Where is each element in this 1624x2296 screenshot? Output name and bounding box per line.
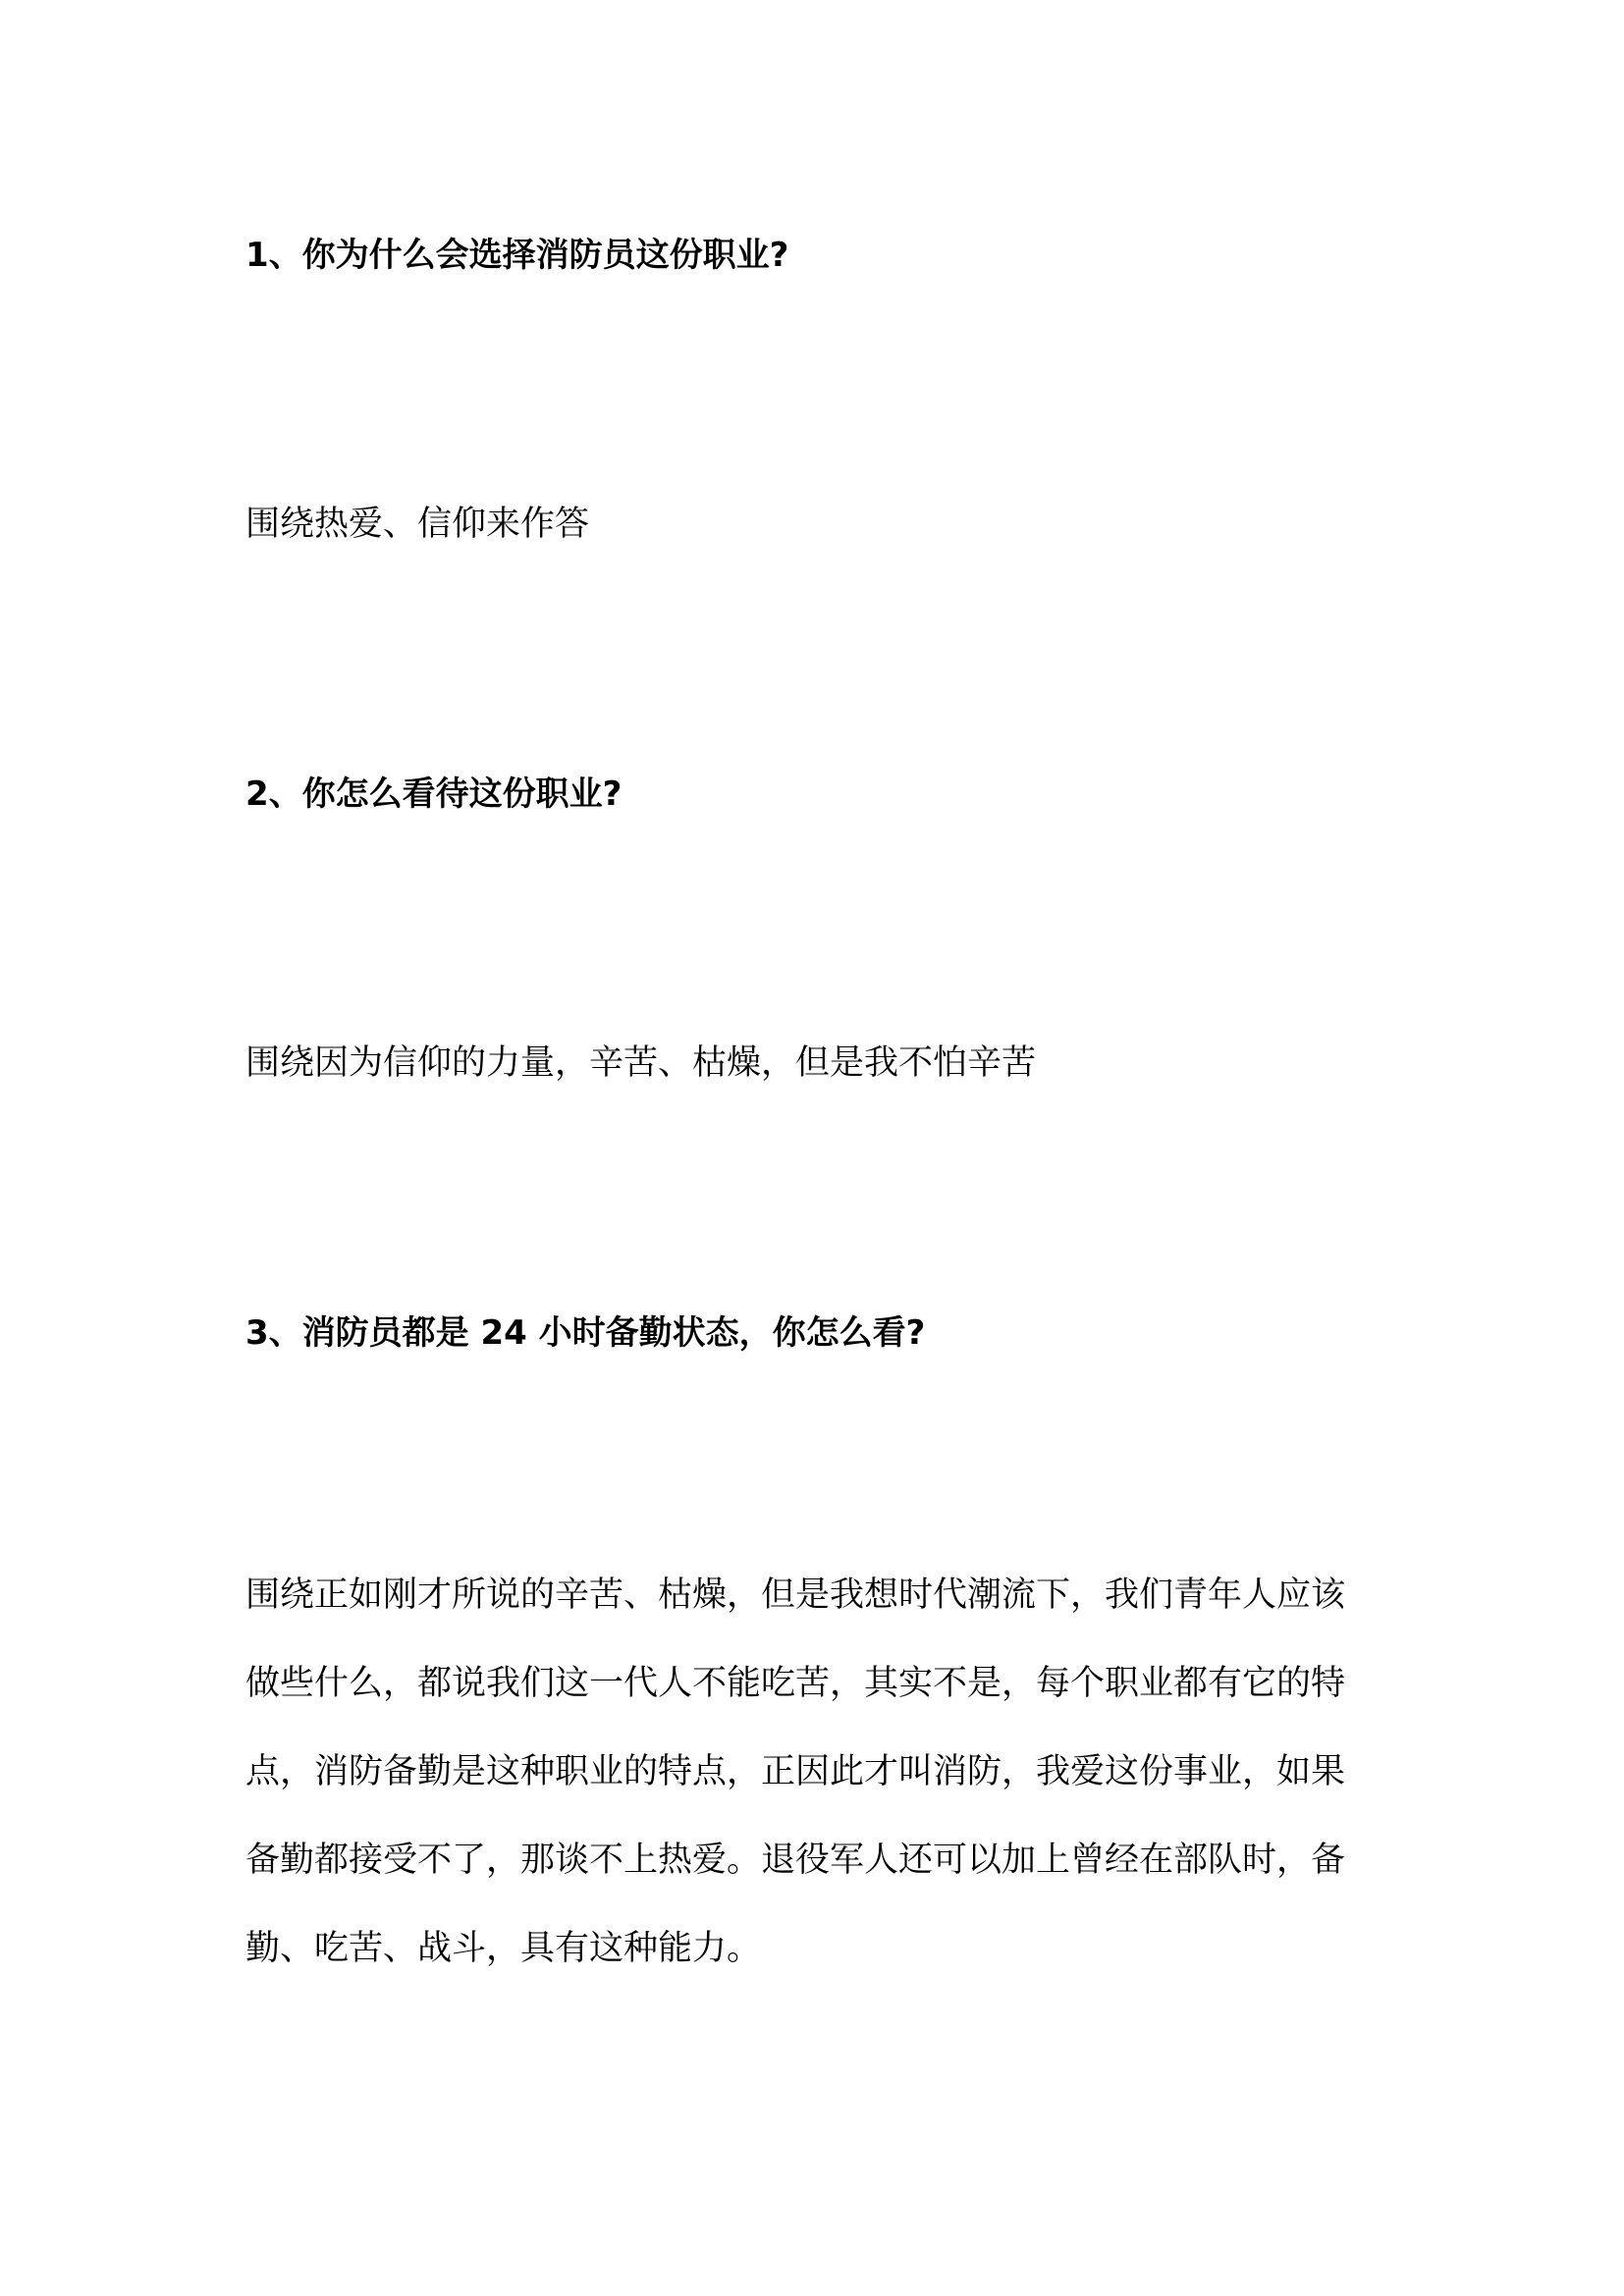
answer-1: 围绕热爱、信仰来作答 (245, 505, 590, 544)
question-1: 1、你为什么会选择消防员这份职业? (245, 236, 789, 275)
question-3: 3、消防员都是 24 小时备勤状态，你怎么看? (245, 1313, 926, 1353)
answer-3-line-4: 备勤都接受不了，那谈不上热爱。退役军人还可以加上曾经在部队时，备 (245, 1841, 1346, 1880)
answer-3-line-2: 做些什么，都说我们这一代人不能吃苦，其实不是，每个职业都有它的特 (245, 1664, 1346, 1703)
question-2: 2、你怎么看待这份职业? (245, 774, 623, 814)
answer-2: 围绕因为信仰的力量，辛苦、枯燥，但是我不怕辛苦 (245, 1043, 1037, 1083)
answer-3-line-1: 围绕正如刚才所说的辛苦、枯燥，但是我想时代潮流下，我们青年人应该 (245, 1575, 1346, 1615)
answer-3-line-3: 点，消防备勤是这种职业的特点，正因此才叫消防，我爱这份事业，如果 (245, 1752, 1346, 1791)
answer-3 (245, 1551, 1394, 1993)
answer-3-line-5: 勤、吃苦、战斗，具有这种能力。 (245, 1929, 762, 1968)
